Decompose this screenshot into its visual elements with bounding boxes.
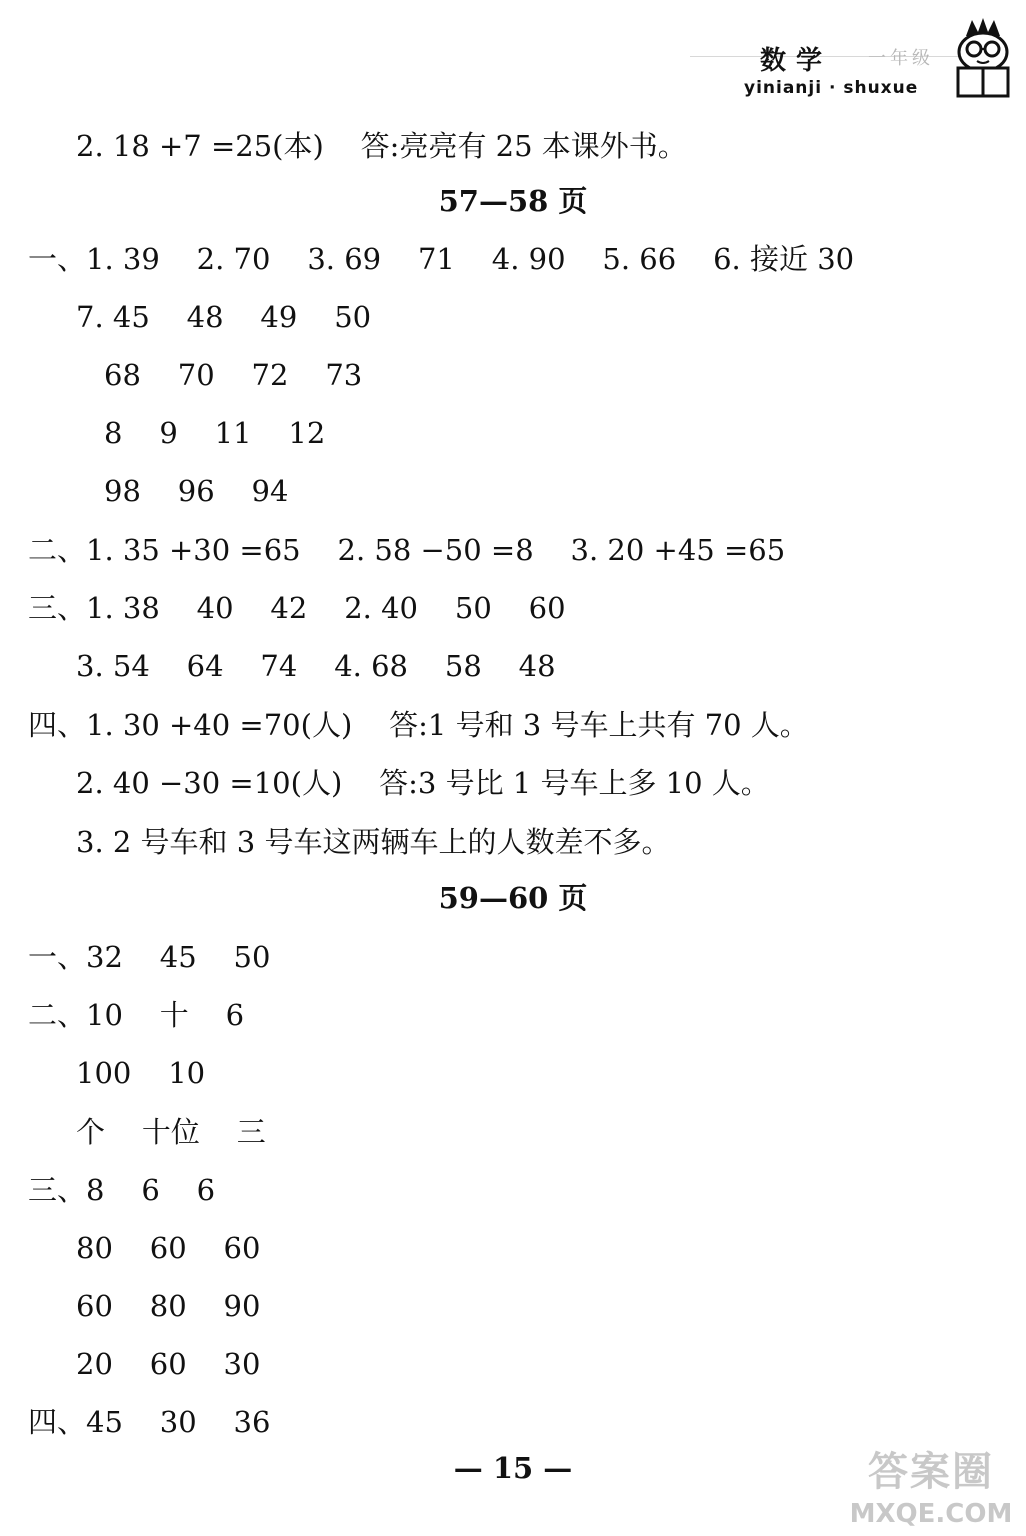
answer-line: 二、10 十 6 [28,998,245,1032]
answer-line: 8 9 11 12 [104,416,326,450]
answer-line: 2. 40 −30 =10(人) 答:3 号比 1 号车上多 10 人。 [76,766,770,800]
watermark-en: MXQE.COM [849,1499,1013,1529]
answer-line: 一、32 45 50 [28,940,271,974]
header-pinyin: yinianji · shuxue [744,78,919,98]
answer-line: 60 80 90 [76,1289,261,1323]
answer-line: 四、1. 30 +40 =70(人) 答:1 号和 3 号车上共有 70 人。 [28,708,809,742]
answer-line: 一、1. 39 2. 70 3. 69 71 4. 90 5. 66 6. 接近 30 [28,242,855,276]
answer-line: 100 10 [76,1056,206,1090]
header-grade: 一年级 [868,48,934,69]
section-title: 59—60 页 [438,881,588,915]
watermark-logo [846,1440,1016,1529]
page-number: — 15 — [453,1451,573,1485]
answer-line: 个 十位 三 [76,1115,266,1149]
answer-line: 7. 45 48 49 50 [76,300,372,334]
answer-line: 三、1. 38 40 42 2. 40 50 60 [28,591,566,625]
answer-line: 3. 54 64 74 4. 68 58 48 [76,649,556,683]
watermark-cn: 答案圈 [868,1449,994,1495]
answer-line: 2. 18 +7 =25(本) 答:亮亮有 25 本课外书。 [76,129,687,163]
header-subject: 数学 [760,46,833,76]
section-title: 57—58 页 [438,184,588,218]
answer-line: 68 70 72 73 [104,358,363,392]
answer-line: 80 60 60 [76,1231,261,1265]
answer-line: 20 60 30 [76,1347,261,1381]
answer-line: 二、1. 35 +30 =65 2. 58 −50 =8 3. 20 +45 =65 [28,533,786,567]
answer-line: 98 96 94 [104,474,289,508]
answer-line: 3. 2 号车和 3 号车这两辆车上的人数差不多。 [76,825,671,859]
mascot-icon [952,14,1014,100]
answer-line: 四、45 30 36 [28,1405,271,1439]
answer-line: 三、8 6 6 [28,1173,216,1207]
